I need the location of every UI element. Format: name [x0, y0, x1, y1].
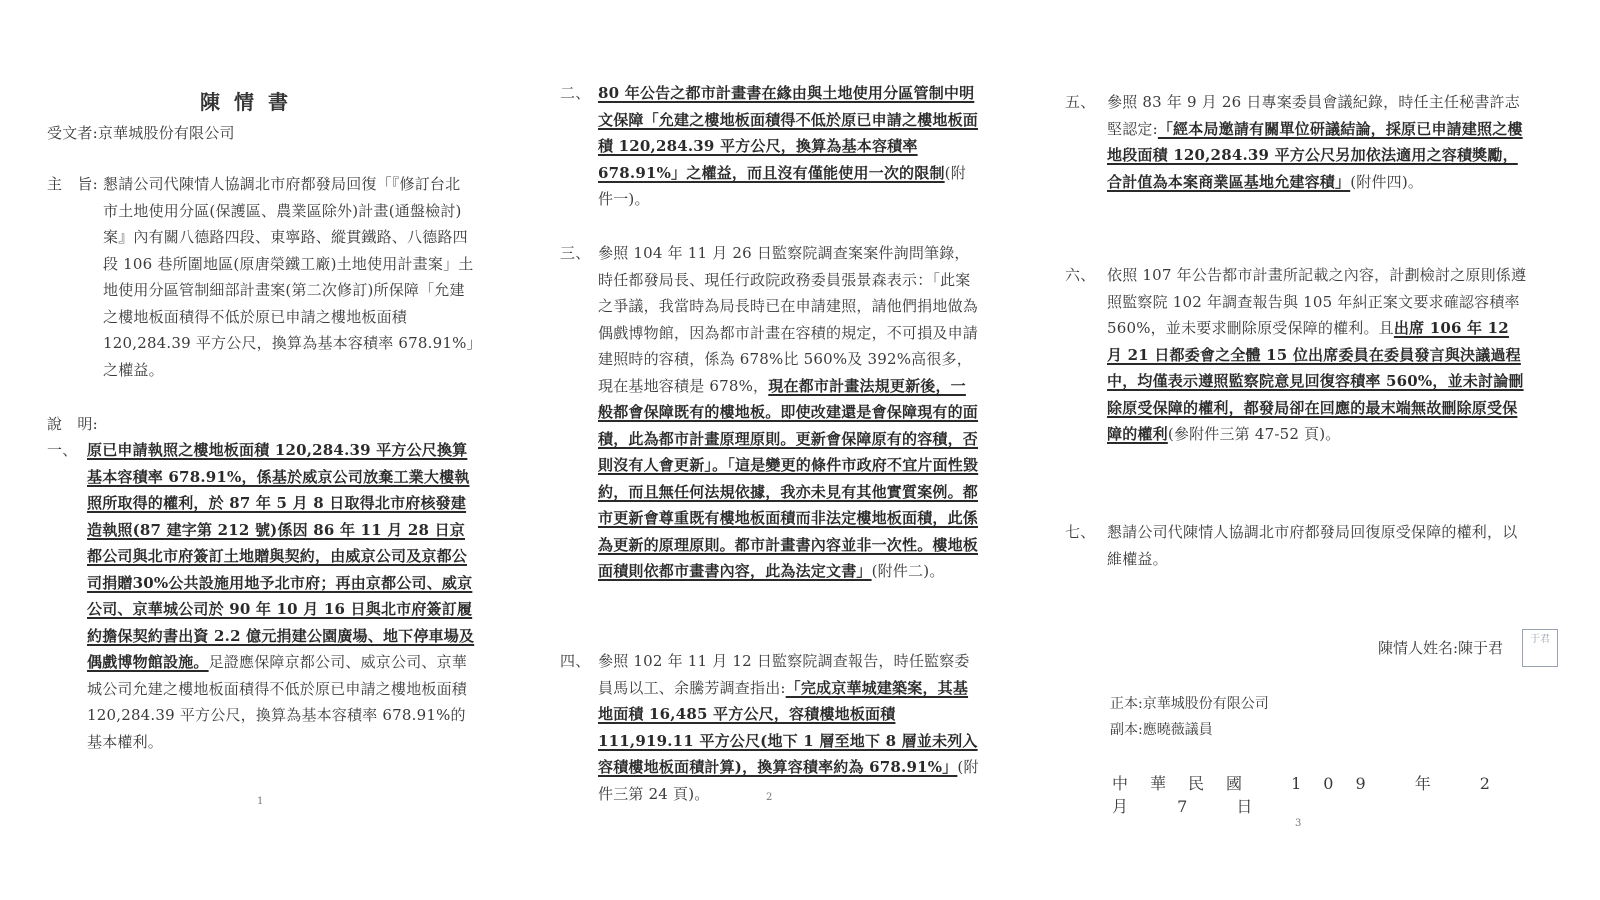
item-7-label: 七、: [1065, 523, 1096, 541]
item-1: [47, 437, 475, 755]
document-title: 陳情書: [200, 90, 302, 114]
item-4-underlined: 「完成京華城建築案，其基地面積 16,485 平方公尺，容積樓地板面積 111,919.11 平方公尺(地下 1 層至地下 8 層並未列入容積樓地板面積計算)，換算容積率約為 678.91%」: [598, 678, 978, 776]
original-recipient: 正本:京華城股份有限公司: [1110, 696, 1269, 712]
item-2-label: 二、: [560, 84, 591, 102]
item-2-underlined: 80 年公告之都市計畫書在緣由與土地使用分區管制中明文保障「允建之樓地板面積得不低於原已申請之樓地板面積 120,284.39 平方公尺，換算為基本容積率678.91%」之權益，而且沒有僅能使用一次的限制: [598, 84, 979, 182]
explain-label: 說 明:: [47, 415, 98, 433]
item-3-body: [598, 240, 980, 585]
page-3: [1065, 0, 1555, 900]
item-1-body: [87, 437, 475, 755]
item-3-plain: 參照 104 年 11 月 26 日監察院調查案案件詢問筆錄，時任都發局長、現任行政院政務委員張景森表示：「此案之爭議，我當時為局長時已在申請建照，請他們捐地做為偶戲博物館，因為都市計畫在容積的規定，不可損及申請建照時的容積，係為 678%比 560%及 392%高很多，現在基地容積是 678%，: [598, 244, 979, 395]
item-2-body: [598, 80, 980, 213]
item-6-underlined: 出席 106 年 12 月 21 日都委會之全體 15 位出席委員在委員發言與決議過程中，均僅表示遵照監察院意見回復容積率 560%，並未討論刪除原受保障的權利，都發局卻在回應的最末端無故刪除原受保障的權利: [1107, 319, 1524, 443]
item-2: [560, 80, 980, 213]
recipient-line: 受文者:京華城股份有限公司: [47, 124, 235, 142]
page-number-2: 2: [766, 792, 773, 803]
item-1-rest: 足證應保障京都公司、威京公司、京華城公司允建之樓地板面積得不低於原已申請之樓地板面積 120,284.39 平方公尺，換算為基本容積率 678.91%的基本權利。: [87, 653, 468, 751]
subject-label: 主 旨:: [47, 175, 98, 193]
item-1-label: 一、: [47, 441, 78, 459]
item-3-underlined: 現在都市計畫法規更新後，一般都會保障既有的樓地板。即使改建還是會保障現有的面積，此為都市計畫原理原則。更新會保障原有的容積，否則沒有人會更新」。「這是變更的條件市政府不宜片面性毀約，而且無任何法規依據，我亦未見有其他實質案例。都市更新會尊重既有樓地板面積而非法定樓地板面積，此係為更新的原理原則。都市計畫書內容並非一次性。樓地板面積則依都市畫書內容，此為法定文書」: [598, 376, 979, 580]
item-5-body: [1107, 89, 1527, 195]
item-6: [1065, 262, 1527, 448]
item-3-label: 三、: [560, 244, 591, 262]
subject-text: 懇請公司代陳情人協調北市府都發局回復「『修訂台北市土地使用分區(保護區、農業區除外)計畫(通盤檢討)案』內有關八德路四段、東寧路、縱貫鐵路、八德路四段 106 巷所圍地區(原唐榮鐵工廠)土地使用計畫案」土地使用分區管制細部計畫案(第二次修訂)所保障「允建之樓地板面積得不低於原已申請之樓地板面積120,284.39 平方公尺，換算為基本容積率 678.91%」之權益。: [103, 175, 475, 379]
item-4-rest: (附件三第 24 頁)。: [598, 758, 979, 803]
item-3: [560, 240, 980, 585]
petitioner-name: 陳情人姓名:陳于君: [1378, 639, 1504, 657]
page-1: [40, 0, 480, 900]
item-7: [1065, 519, 1527, 572]
item-5-underlined: 「經本局邀請有關單位研議結論，採原已申請建照之樓地段面積 120,284.39 平方公尺另加依法適用之容積獎勵，合計值為本案商業區基地允建容積」: [1107, 119, 1523, 191]
page-2: [560, 0, 1000, 900]
item-5: [1065, 89, 1527, 195]
item-3-rest: (附件二)。: [871, 562, 945, 580]
item-6-plain: 依照 107 年公告都市計畫所記載之內容，計劃檢討之原則係遵照監察院 102 年調查報告與 105 年糾正案文要求確認容積率 560%，並未要求刪除原受保障的權利。且: [1107, 266, 1527, 337]
item-6-body: [1107, 262, 1527, 448]
page-number-1: 1: [257, 796, 264, 807]
subject-section: [47, 171, 475, 383]
item-5-label: 五、: [1065, 93, 1096, 111]
page-number-3: 3: [1295, 818, 1302, 829]
item-5-plain: 參照 83 年 9 月 26 日專案委員會議紀錄，時任主任秘書許志堅認定:: [1107, 93, 1520, 138]
document-date: 中華民國 109 年 2 月 7 日: [1112, 774, 1512, 816]
item-4-label: 四、: [560, 652, 591, 670]
item-5-rest: (附件四)。: [1350, 172, 1424, 191]
item-4-body: [598, 648, 980, 807]
copy-recipient: 副本:應曉薇議員: [1110, 722, 1213, 738]
item-4-plain: 參照 102 年 11 月 12 日監察院調查報告，時任監察委員馬以工、余騰芳調查指出:: [598, 652, 970, 697]
item-4: [560, 648, 980, 807]
item-2-rest: (附件一)。: [598, 163, 966, 208]
seal-stamp: 于君: [1522, 629, 1558, 667]
item-1-underlined: 原已申請執照之樓地板面積 120,284.39 平方公尺換算基本容積率 678.91%，係基於威京公司放棄工業大樓執照所取得的權利，於 87 年 5 月 8 日取得北市府核發建造執照(87 建字第 212 號)係因 86 年 11 月 28 日京都公司與北市府簽訂土地贈與契約，由威京公司及京都公司捐贈30%公共設施用地予北市府；再由京都公司、威京公司、京華城公司於 90 年 10 月 16 日與北市府簽訂履約擔保契約書出資 2.2 億元捐建公園廣場、地下停車場及偶戲博物館設施。: [87, 441, 475, 671]
item-6-label: 六、: [1065, 266, 1096, 284]
item-7-text: 懇請公司代陳情人協調北市府都發局回復原受保障的權利，以維權益。: [1107, 523, 1518, 568]
item-6-rest: (參附件三第 47-52 頁)。: [1167, 425, 1341, 443]
